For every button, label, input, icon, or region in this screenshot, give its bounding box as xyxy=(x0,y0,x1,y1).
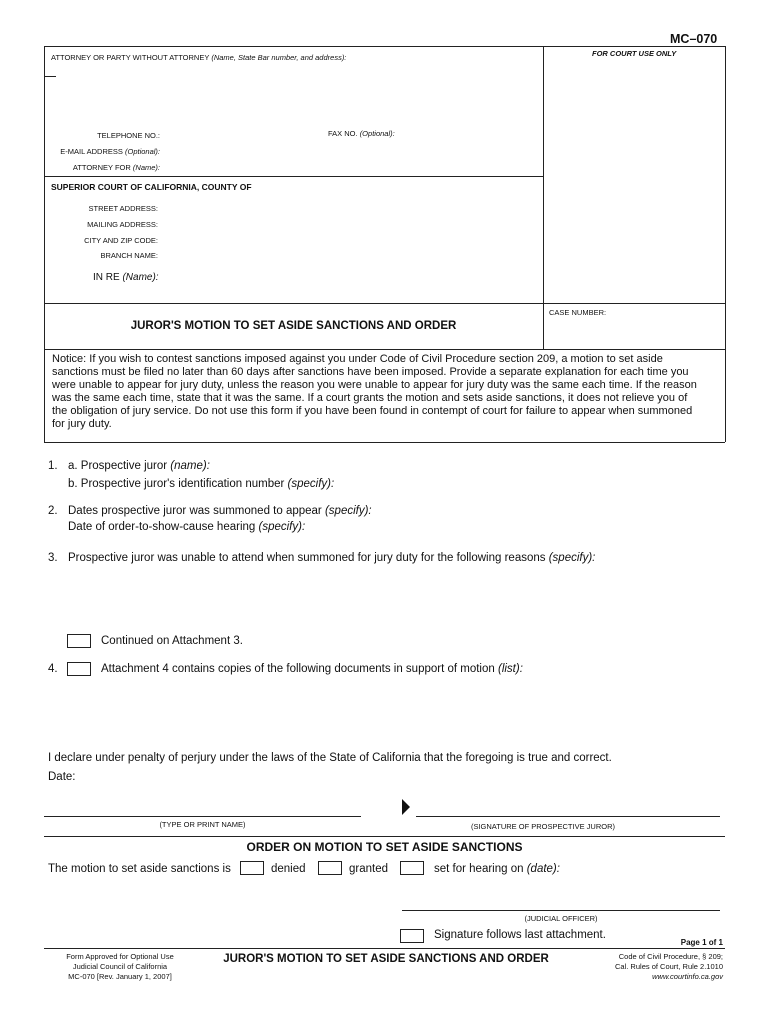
item-2-number: 2. xyxy=(48,505,58,517)
telephone-label: TELEPHONE NO.: xyxy=(97,131,160,140)
fax-label xyxy=(328,129,395,138)
judicial-officer-line[interactable] xyxy=(402,910,720,911)
footer-left-line: Judicial Council of California xyxy=(72,962,168,971)
footer-right-line: Code of Civil Procedure, § 209; xyxy=(618,952,723,961)
title-section-divider xyxy=(44,303,725,304)
item-2a-text: Dates prospective juror was summoned to appear xyxy=(68,505,322,517)
branch-name-label: BRANCH NAME: xyxy=(100,251,158,260)
signature-arrow-icon xyxy=(402,799,410,815)
fax-label-text: FAX NO. xyxy=(328,129,358,138)
notice-line: sanctions must be filed no later than 60 days after sanctions have been imposed. Provide a separate explanation for each time you xyxy=(52,365,689,378)
email-label xyxy=(20,147,160,156)
juror-signature-line[interactable] xyxy=(416,816,720,817)
item-3-label xyxy=(68,552,595,564)
caption-right-border xyxy=(725,46,726,442)
item-1b-label xyxy=(68,478,334,490)
attorney-for-hint: (Name): xyxy=(132,163,160,172)
notice-top-border xyxy=(44,349,725,350)
attorney-label-text: ATTORNEY OR PARTY WITHOUT ATTORNEY xyxy=(51,53,210,62)
item-1a-text: a. Prospective juror xyxy=(68,460,168,472)
item-3-number: 3. xyxy=(48,552,58,564)
attorney-for-text: ATTORNEY FOR xyxy=(72,163,131,172)
notice-bottom-border xyxy=(44,442,725,443)
item-3-text: Prospective juror was unable to attend when summoned for jury duty for the following reasons xyxy=(68,552,546,564)
email-label-text: E-MAIL ADDRESS xyxy=(60,147,123,156)
footer-divider xyxy=(44,948,725,949)
attorney-label-hint: (Name, State Bar number, and address): xyxy=(211,53,347,62)
notice-line: for jury duty. xyxy=(52,417,112,430)
fax-label-hint: (Optional): xyxy=(359,129,395,138)
item-2b-label xyxy=(68,521,305,533)
date-label: Date: xyxy=(48,771,76,783)
item-4-hint: (list): xyxy=(497,663,523,675)
in-re-label xyxy=(93,272,159,283)
declaration-text: I declare under penalty of perjury under the laws of the State of California that the foregoing is true and correct. xyxy=(48,752,612,764)
court-name-label: SUPERIOR COURT OF CALIFORNIA, COUNTY OF xyxy=(51,182,252,192)
footer-title: JUROR'S MOTION TO SET ASIDE SANCTIONS AND ORDER xyxy=(223,953,549,965)
footer-right xyxy=(560,952,723,982)
street-address-label: STREET ADDRESS: xyxy=(88,204,158,213)
item-1a-label xyxy=(68,460,210,472)
print-name-caption: (TYPE OR PRINT NAME) xyxy=(159,820,246,829)
print-name-line[interactable] xyxy=(44,816,361,817)
item-2a-label xyxy=(68,505,372,517)
order-title: ORDER ON MOTION TO SET ASIDE SANCTIONS xyxy=(246,840,523,854)
item-1a-hint: (name): xyxy=(170,460,210,472)
item-2b-hint: (specify): xyxy=(258,521,306,533)
in-re-text: IN RE xyxy=(93,272,120,283)
footer-url[interactable]: www.courtinfo.ca.gov xyxy=(652,972,723,981)
item-1-number: 1. xyxy=(48,460,58,472)
form-title: JUROR'S MOTION TO SET ASIDE SANCTIONS AND ORDER xyxy=(130,320,457,332)
email-label-hint: (Optional): xyxy=(124,147,160,156)
city-zip-label: CITY AND ZIP CODE: xyxy=(84,236,158,245)
hearing-text: set for hearing on xyxy=(434,863,524,875)
item-1b-text: b. Prospective juror's identification number xyxy=(68,478,285,490)
in-re-hint: (Name): xyxy=(122,272,159,283)
court-section-divider xyxy=(44,176,543,177)
order-motion-label: The motion to set aside sanctions is xyxy=(48,863,231,875)
caption-top-border xyxy=(44,46,725,47)
attorney-for-label xyxy=(20,163,160,172)
judicial-officer-caption: (JUDICIAL OFFICER) xyxy=(524,914,598,923)
form-number: MC–070 xyxy=(670,32,718,46)
item-3-hint: (specify): xyxy=(548,552,596,564)
juror-signature-caption: (SIGNATURE OF PROSPECTIVE JUROR) xyxy=(470,822,616,831)
item-1b-hint: (specify): xyxy=(287,478,335,490)
item-2b-text: Date of order-to-show-cause hearing xyxy=(68,521,256,533)
notice-line: Notice: If you wish to contest sanctions imposed against you under Code of Civil Procedure section 209, a motion to set aside xyxy=(52,353,663,365)
footer-left xyxy=(44,952,196,982)
granted-label: granted xyxy=(349,863,389,875)
item-2a-hint: (specify): xyxy=(324,505,372,517)
continued-attachment-label: Continued on Attachment 3. xyxy=(101,635,243,647)
attorney-input-mark xyxy=(44,76,56,77)
notice-line: was the same each time, state that it was the same. If a court grants the motion and sets aside sanctions, it does not relieve you of xyxy=(52,391,688,404)
attorney-label xyxy=(51,53,346,62)
notice-text xyxy=(52,353,722,430)
item-4-label xyxy=(101,663,523,675)
hearing-label xyxy=(434,863,560,875)
court-use-label: FOR COURT USE ONLY xyxy=(592,49,677,58)
hearing-checkbox[interactable] xyxy=(400,861,424,875)
hearing-hint: (date): xyxy=(526,863,560,875)
signature-follows-label: Signature follows last attachment. xyxy=(434,929,606,941)
item-4-text: Attachment 4 contains copies of the following documents in support of motion xyxy=(101,663,495,675)
signature-follows-checkbox[interactable] xyxy=(400,929,424,943)
item-4-number: 4. xyxy=(48,663,58,675)
notice-line: the obligation of jury service. Do not use this form if you have been found in contempt of court for failure to appear when summoned xyxy=(52,404,693,417)
attachment-4-checkbox[interactable] xyxy=(67,662,91,676)
footer-left-line: MC-070 [Rev. January 1, 2007] xyxy=(68,972,172,981)
granted-checkbox[interactable] xyxy=(318,861,342,875)
footer-left-line: Form Approved for Optional Use xyxy=(66,952,174,961)
order-divider xyxy=(44,836,725,837)
denied-label: denied xyxy=(271,863,306,875)
case-number-label: CASE NUMBER: xyxy=(549,308,607,317)
continued-attachment-checkbox[interactable] xyxy=(67,634,91,648)
notice-line: were unable to appear for jury duty, unless the reason you were unable to appear for jury duty was the same each time. If the reason xyxy=(52,378,697,391)
page-number: Page 1 of 1 xyxy=(680,938,723,947)
denied-checkbox[interactable] xyxy=(240,861,264,875)
footer-right-line: Cal. Rules of Court, Rule 2.1010 xyxy=(615,962,723,971)
mailing-address-label: MAILING ADDRESS: xyxy=(87,220,158,229)
